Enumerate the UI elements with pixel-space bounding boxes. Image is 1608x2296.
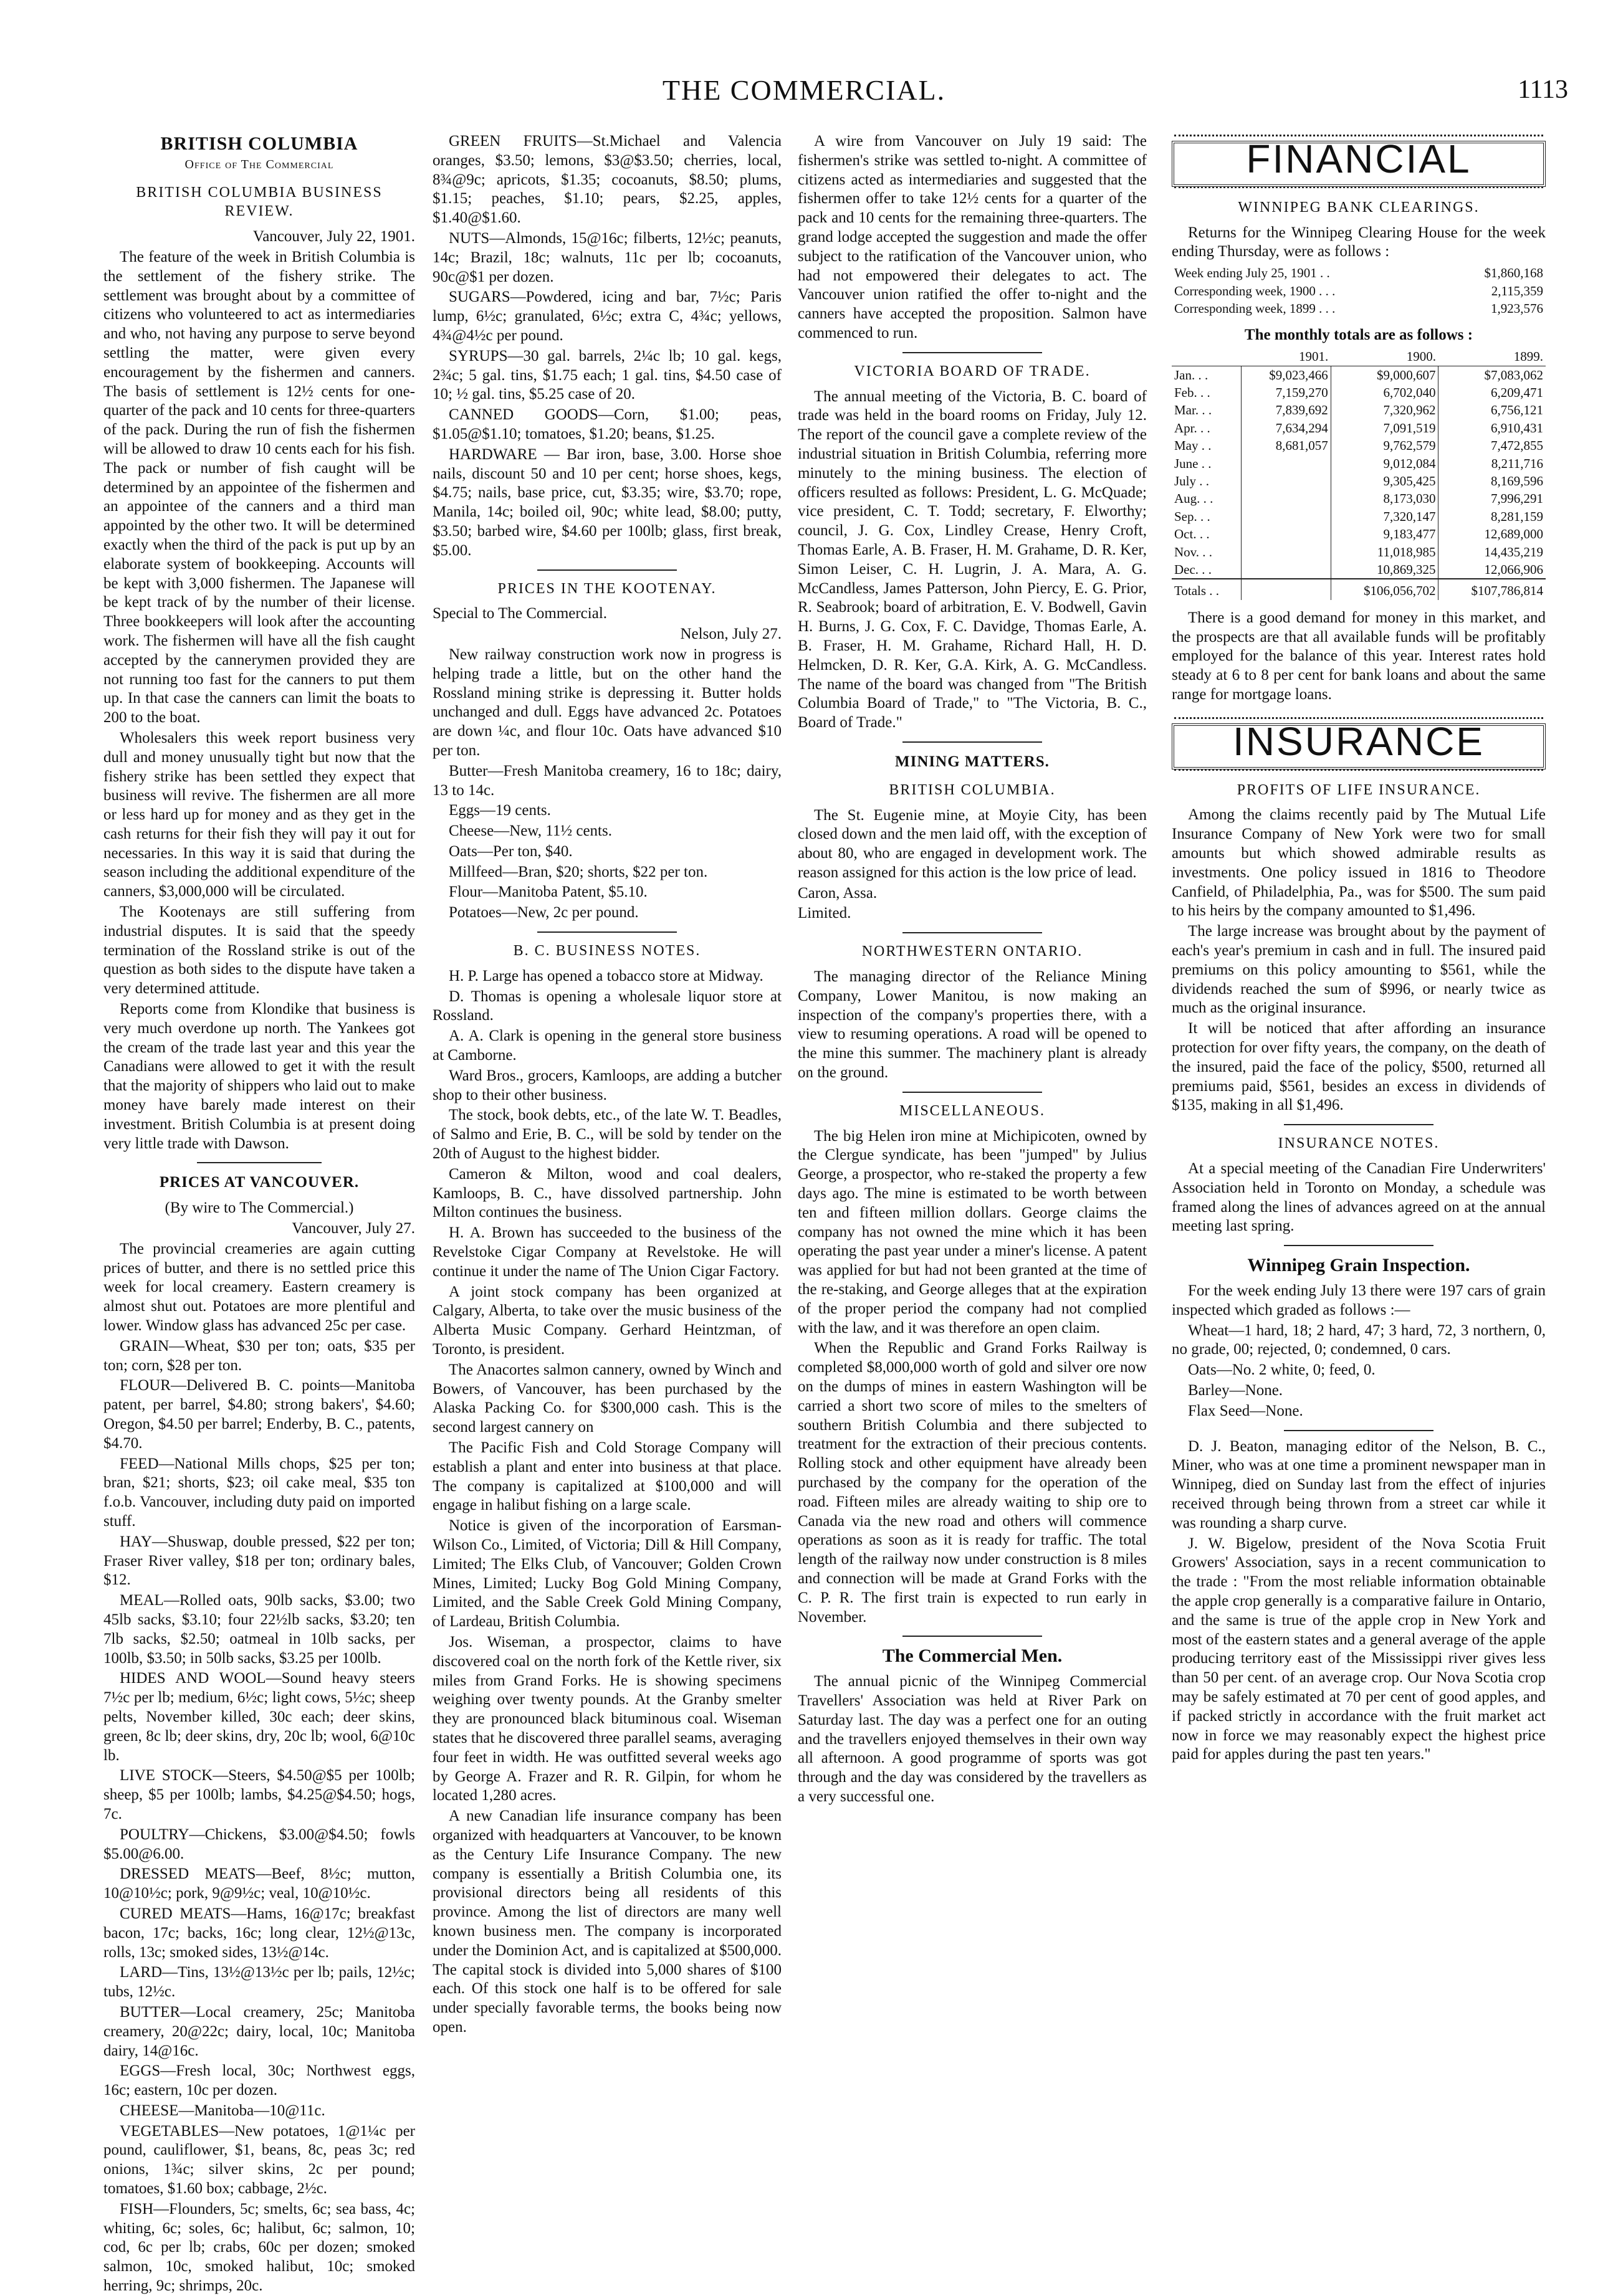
table-cell: $107,786,814 xyxy=(1438,579,1546,599)
table-cell: 7,996,291 xyxy=(1438,490,1546,507)
table-row xyxy=(1172,401,1546,419)
paragraph: Among the claims recently paid by The Mutual Life Insurance Company of New York were two for small amounts but which showed admirable results as investments. One policy issued in 1816 to Theodore Canfield, of Philadelphia, Pa., was for $500. The sum paid to his heirs by the company amounted to $1,496. xyxy=(1172,806,1546,920)
paragraph: A. A. Clark is opening in the general store business at Camborne. xyxy=(433,1027,782,1064)
table-cell: 10,869,325 xyxy=(1331,561,1438,579)
table-cell: Corresponding week, 1899 . . . xyxy=(1174,301,1336,316)
insurance-banner xyxy=(1172,718,1546,769)
paragraph: The provincial creameries are again cutting prices of butter, and there is no settled price this week for local creamery. Eastern creamery is almost shut out. Potatoes are more plentiful and lower. Window glass has advanced 25c per case. xyxy=(103,1240,415,1335)
table-cell: 8,281,159 xyxy=(1438,508,1546,525)
price-item: NUTS—Almonds, 15@16c; filberts, 12½c; peanuts, 14c; Brazil, 18c; walnuts, 11c per lb; cocoanuts, 90c@$1 per dozen. xyxy=(433,229,782,285)
price-item: POULTRY—Chickens, $3.00@$4.50; fowls $5.00@6.00. xyxy=(103,1826,415,1862)
dateline: Nelson, July 27. xyxy=(680,626,782,643)
table-row xyxy=(1172,282,1546,300)
divider xyxy=(902,1636,1042,1637)
subsection-heading-british-columbia: BRITISH COLUMBIA. xyxy=(889,781,1056,798)
table-cell: 9,762,579 xyxy=(1331,437,1438,454)
paragraph: Jos. Wiseman, a prospector, claims to have discovered coal on the north fork of the Kettle river, six miles from Grand Forks. He is showing specimens weighing over twenty pounds. At the Granby smelter they are pronounced black bituminous coal. Wiseman states that he discovered three parallel seams, averaging four feet in width. He was outfitted several weeks ago by George A. Frazer and R. R. Gilpin, for whom he located 1,280 acres. xyxy=(433,1633,782,1804)
table-caption: The monthly totals are as follows : xyxy=(1244,326,1473,344)
price-item: Potatoes—New, 2c per pound. xyxy=(449,904,639,922)
byline: (By wire to The Commercial.) xyxy=(165,1199,354,1217)
article-title-prices-vancouver: PRICES AT VANCOUVER. xyxy=(159,1174,360,1191)
paragraph: H. A. Brown has succeeded to the business of the Revelstoke Cigar Company at Revelstoke. He will continue it under the name of The Union Cigar Factory. xyxy=(433,1224,782,1280)
paragraph: The stock, book debts, etc., of the late W. T. Beadles, of Salmo and Erie, B. C., will be sold by tender on the 20th of August to the highest bidder. xyxy=(433,1107,782,1163)
table-row xyxy=(1172,543,1546,561)
paragraph: The managing director of the Reliance Mining Company, Lower Manitou, is now making an inspection of the company's properties there, with a view to resuming operations. A road will be opened to the mine this summer. The machinery plant is already on the ground. xyxy=(798,968,1147,1082)
paragraph: A wire from Vancouver on July 19 said: The fishermen's strike was settled to-night. A committee of citizens acted as intermediaries and suggested that the fishermen offer to take 12½ cents for a quarter of the pack and 10 cents for the remaining three-quarters. The grand lodge accepted the suggestion and made the offer subject to the ratification of the Vancouver union, who had not empowered their delegates to act. The Vancouver union ratified the offer to-night and the canners have accepted the proposition. Salmon have commenced to run. xyxy=(798,133,1147,341)
table-cell: 14,435,219 xyxy=(1438,543,1546,561)
dateline: Vancouver, July 22, 1901. xyxy=(252,228,415,245)
table-row xyxy=(1172,264,1546,282)
table-row xyxy=(1172,508,1546,525)
table-cell: Totals . . xyxy=(1172,579,1242,599)
price-item: VEGETABLES—New potatoes, 1@1¼c per pound, cauliflower, $1, beans, 8c, peas 3c; red onions, 1¾c; silver skins, 2c per pound; tomatoes, $1.60 box; cabbage, 2½c. xyxy=(103,2122,415,2198)
price-item: CURED MEATS—Hams, 16@17c; breakfast bacon, 17c; backs, 16c; long clear, 12½@13c, rolls, 13c; smoked sides, 13½@14c. xyxy=(103,1905,415,1961)
price-item: EGGS—Fresh local, 30c; Northwest eggs, 16c; eastern, 10c per dozen. xyxy=(103,2062,415,2099)
paragraph: D. J. Beaton, managing editor of the Nelson, B. C., Miner, who was at one time a prominent newspaper man in Winnipeg, died on Sunday last from the effect of injuries received through being thrown from a street car while it was rounding a sharp curve. xyxy=(1172,1437,1546,1531)
price-item: LIVE STOCK—Steers, $4.50@$5 per 100lb; sheep, $5 per 100lb; lambs, $4.25@$4.50; hogs, 7c. xyxy=(103,1767,415,1822)
table-cell: $1,860,168 xyxy=(1484,265,1543,281)
paragraph: Reports come from Klondike that business is very much overdone up north. The Yankees got the cream of the trade last year and this year the Canadians were allowed to get it with the result that the majority of shippers who laid out to make money have barely made interest on their investment. British Columbia is at present doing very little trade with Dawson. xyxy=(103,1001,415,1152)
paragraph: The annual meeting of the Victoria, B. C. board of trade was held in the board rooms on Friday, July 12. The report of the council gave a complete review of the industrial situation in British Columbia, referring more minutely to the mining business. The election of officers resulted as follows: President, L. G. McQuade; vice president, C. T. Todd; secretary, F. Elworthy; council, J. G. Cox, Lindley Crease, Henry Croft, Thomas Earle, A. B. Fraser, H. M. Grahame, D. R. Ker, Simon Leiser, C. H. Lugrin, J. A. Mara, A. G. McCandless, James Patterson, John Piercy, E. G. Prior, R. Seabrook; board of arbitration, E. V. Bodwell, Gavin H. Burns, J. G. Cox, F. C. Davidge, Thomas Earle, A. B. Fraser, H. M. Grahame, Richard Hall, H. D. Helmcken, D. R. Ker, G.A. Kirk, A. G. McCandless. The name of the board was changed from "The British Columbia Board of Trade," to "The Victoria, B. C., Board of Trade." xyxy=(798,388,1147,731)
column-2 xyxy=(433,132,782,2163)
article-title-bank-clearings: WINNIPEG BANK CLEARINGS. xyxy=(1238,199,1480,216)
price-item: LARD—Tins, 13½@13½c per lb; pails, 12½c; tubs, 12½c. xyxy=(103,1964,415,2001)
table-cell: Nov. . . xyxy=(1174,544,1213,560)
price-item: SUGARS—Powdered, icing and bar, 7½c; Paris lump, 6½c; granulated, 6½c; extra C, 4¾c; yellows, 4¾@4½c per pound. xyxy=(433,288,782,344)
insurance-title: INSURANCE xyxy=(1233,718,1485,764)
paragraph: The feature of the week in British Columbia is the settlement of the fishery strike. The settlement was brought about by a committee of citizens who volunteered to act as intermediaries and who, not having any purpose to serve beyond settling the matter, were given every encouragement by the fishermen and canners. The basis of settlement is 12½ cents for one-quarter of the pack and 10 cents for three-quarters of the pack. During the run of fish the fishermen will be allowed to draw 10 cents each for his fish. The pack or number of fish caught will be determined by an appointee of the fishermen and an appointee of the canners and a third man appointed by the other two. It will be determined exactly when the third of the pack is put up by an elaborate system of bookkeeping. Accounts will be kept with 3,000 fishermen. The Japanese will be kept track of by the number of their license. Three bookkeepers will look after the accounting work. The fishermen will have all the fish caught accepted by the cannerymen provided they are not running too fast for the canners to put them up. In that case the canners can limit the boats to 200 to the boat. xyxy=(103,248,415,726)
table-cell: 7,159,270 xyxy=(1242,384,1331,401)
paragraph: A joint stock company has been organized at Calgary, Alberta, to take over the music business of the Alberta Music Company. Gerhard Heintzman, of Toronto, is president. xyxy=(433,1283,782,1358)
paragraph: A new Canadian life insurance company has been organized with headquarters at Vancouver, to be known as the Century Life Insurance Company. The new company is essentially a British Columbia one, its provisional directors being all residents of this province. Among the list of directors are many well known business men. The company is incorporated under the Dominion Act, and is capitalized at $500,000. The capital stock is divided into 5,000 shares of $100 each. Of this stock one half is to be offered for sale under specially favorable terms, the books being now open. xyxy=(433,1808,782,2036)
divider xyxy=(902,741,1042,743)
price-item: Oats—Per ton, $40. xyxy=(449,842,573,860)
dateline: Vancouver, July 27. xyxy=(292,1220,415,1237)
financial-banner xyxy=(1172,136,1546,187)
table-cell: 9,012,084 xyxy=(1331,455,1438,472)
price-item: Butter—Fresh Manitoba creamery, 16 to 18c; dairy, 13 to 14c. xyxy=(433,762,782,799)
paragraph: J. W. Bigelow, president of the Nova Scotia Fruit Growers' Association, says in a recent communication to the trade : "From the most reliable information obtainable the apple crop generally is a comparative failure in Ontario, and the same is true of the apple crop in New York and most of the eastern states and a general average of the apple producing territory east of the Mississippi river gives less than 50 per cent. of an average crop. Our Nova Scotia crop may be safely estimated at 70 per cent of good apples, and if packed strictly in accordance with the fruit market act now in force we may reasonably expect the highest price paid for apples during the past ten years." xyxy=(1172,1535,1546,1763)
paragraph: The Anacortes salmon cannery, owned by Winch and Bowers, of Vancouver, has been purchased by the Alaska Packing Co. for $300,000 cash. This is the second largest cannery on xyxy=(433,1361,782,1436)
table-cell: 7,634,294 xyxy=(1242,419,1331,437)
page-number: 1113 xyxy=(1518,75,1568,104)
article-title-bc-business-notes: B. C. BUSINESS NOTES. xyxy=(513,943,701,960)
byline: Special to The Commercial. xyxy=(433,605,608,622)
table-cell: 6,756,121 xyxy=(1438,401,1546,419)
paragraph: The Kootenays are still suffering from industrial disputes. It is said that the speedy termination of the Rossland strike is out of the question as both sides to the dispute have taken a very determined attitude. xyxy=(103,903,415,998)
paragraph: Notice is given of the incorporation of Earsman-Wilson Co., Limited, of Victoria; Dill & Hill Company, Limited; The Elks Club, of Vancouver; Golden Crown Mines, Limited; Lucky Bog Gold Mining Company, Limited, and the Sable Creek Gold Mining Company, of Lardeau, British Columbia. xyxy=(433,1517,782,1631)
table-cell: Aug. . . xyxy=(1174,491,1213,507)
table-cell: 7,839,692 xyxy=(1242,401,1331,419)
table-cell: 2,115,359 xyxy=(1491,283,1543,298)
paragraph: For the week ending July 13 there were 197 cars of grain inspected which graded as follows :— xyxy=(1172,1282,1546,1318)
paragraph: The Pacific Fish and Cold Storage Company will establish a plant and enter into business at that place. The company is capitalized at $100,000 and will engage in halibut fishing on a large scale. xyxy=(433,1439,782,1514)
table-cell: 6,702,040 xyxy=(1331,384,1438,401)
table-cell: Apr. . . xyxy=(1174,420,1210,436)
table-cell: Mar. . . xyxy=(1174,403,1212,418)
table-cell: 6,209,471 xyxy=(1438,384,1546,401)
signature: Caron, Assa. xyxy=(798,884,878,902)
price-item: Cheese—New, 11½ cents. xyxy=(449,822,612,840)
article-title-insurance-notes: INSURANCE NOTES. xyxy=(1278,1135,1440,1152)
table-cell: 8,173,030 xyxy=(1331,490,1438,507)
table-row xyxy=(1172,472,1546,490)
divider xyxy=(537,569,677,571)
table-cell: $106,056,702 xyxy=(1331,579,1438,599)
table-cell: 9,183,477 xyxy=(1331,525,1438,543)
table-cell xyxy=(1242,455,1331,472)
paragraph: It will be noticed that after affording an insurance protection for over fifty years, the company, on the death of the insured, paid the face of the policy, $500, returned all premiums paid, $561, besides an excess in dividends of $135, making in all $1,496. xyxy=(1172,1020,1546,1114)
paragraph: When the Republic and Grand Forks Railway is completed $8,000,000 worth of gold and silver ore now on the dumps of mines in eastern Washington will be carried a short two score of miles to the smelters of southern British Columbia and there subjected to treatment for the extraction of their precious contents. Rolling stock and other equipment have already been purchased by the company for the operation of the road. Fifteen miles are already waiting to ship ore to Canada via the new road and others will commence operations as soon as it is ready for traffic. The total length of the railway now under construction is 8 miles and connection will be made at Grand Forks with the C. P. R. The first train is expected to run early in November. xyxy=(798,1340,1147,1626)
table-row xyxy=(1172,300,1546,317)
column-header xyxy=(1172,348,1242,366)
column-header: 1900. xyxy=(1331,348,1438,366)
table-cell xyxy=(1242,508,1331,525)
table-row xyxy=(1172,384,1546,401)
divider xyxy=(537,931,677,933)
table-cell: 7,320,962 xyxy=(1331,401,1438,419)
divider xyxy=(1284,1430,1433,1431)
price-item: GREEN FRUITS—St.Michael and Valencia oranges, $3.50; lemons, $3@$3.50; cherries, local, 8¾@9c; apricots, $1.35; cocoanuts, $8.50; plums, $1.15; peaches, $1.10; pears, $2.25, apples, $1.40@$1.60. xyxy=(433,133,782,227)
table-cell: Feb. . . xyxy=(1174,385,1210,401)
table-row xyxy=(1172,366,1546,384)
table-cell: Week ending July 25, 1901 . . xyxy=(1174,265,1330,281)
paragraph: Ward Bros., grocers, Kamloops, are adding a butcher shop to their other business. xyxy=(433,1067,782,1103)
price-item: DRESSED MEATS—Beef, 8½c; mutton, 10@10½c; pork, 9@9½c; veal, 10@10½c. xyxy=(103,1865,415,1902)
article-title-commercial-men: The Commercial Men. xyxy=(882,1646,1063,1667)
paragraph: New railway construction work now in progress is helping trade a little, but on the other hand the Rossland mining strike is depressing it. Butter holds unchanged and dull. Eggs have advanced 2c. Potatoes are down ¼c, and flour 10c. Oats have advanced $10 per ton. xyxy=(433,645,782,759)
table-cell: 7,091,519 xyxy=(1331,419,1438,437)
paragraph: The big Helen iron mine at Michipicoten, owned by the Clergue syndicate, has been "jumped" by Julius George, a prospector, who re-staked the property a few days ago. The mine is estimated to be worth between ten and fifteen million dollars. George claims the company has not owned the mine which it has been operating the past year under a miner's license. A patent was applied for but had not been granted at the time of the re-staking, and George alleges that at the expiration of the proper period the company had not complied with the law, and it was therefore an open claim. xyxy=(798,1127,1147,1336)
table-cell xyxy=(1242,561,1331,579)
grain-item: Barley—None. xyxy=(1188,1381,1283,1399)
table-cell: Dec. . . xyxy=(1174,562,1212,578)
paragraph: Cameron & Milton, wood and coal dealers, Kamloops, B. C., have dissolved partnership. John Milton continues the business. xyxy=(433,1165,782,1221)
subsection-heading-northwestern-ontario: NORTHWESTERN ONTARIO. xyxy=(861,943,1083,960)
table-cell: 8,681,057 xyxy=(1242,437,1331,454)
price-item: HIDES AND WOOL—Sound heavy steers 7½c per lb; medium, 6½c; light cows, 5½c; sheep pelts, November killed, 30c each; deer skins, green, 8c lb; deer skins, dry, 20c lb; wool, 6@10c lb. xyxy=(103,1670,415,1764)
column-4 xyxy=(1172,132,1546,2163)
table-cell: Jan. . . xyxy=(1174,367,1208,383)
paragraph: The St. Eugenie mine, at Moyie City, has been closed down and the men laid off, with the exception of about 80, who are engaged in development work. The reason assigned for this action is the low price of lead. xyxy=(798,806,1147,881)
table-cell: 12,689,000 xyxy=(1438,525,1546,543)
table-cell: $9,023,466 xyxy=(1242,366,1331,384)
weekly-clearings-table xyxy=(1172,264,1546,317)
table-cell: 8,169,596 xyxy=(1438,472,1546,490)
table-row xyxy=(1172,437,1546,454)
price-item: HAY—Shuswap, double pressed, $22 per ton; Fraser River valley, $18 per ton; ordinary bales, $12. xyxy=(103,1533,415,1589)
masthead xyxy=(0,74,1608,117)
table-header-row xyxy=(1172,348,1546,366)
table-row xyxy=(1172,525,1546,543)
section-subheading: Office of The Commercial xyxy=(184,157,334,171)
price-item: Millfeed—Bran, $20; shorts, $22 per ton. xyxy=(449,863,708,880)
table-cell: 11,018,985 xyxy=(1331,543,1438,561)
table-row xyxy=(1172,490,1546,507)
table-cell: 8,211,716 xyxy=(1438,455,1546,472)
price-item: CHEESE—Manitoba—10@11c. xyxy=(120,2102,325,2119)
table-cell: 6,910,431 xyxy=(1438,419,1546,437)
price-item: Flour—Manitoba Patent, $5.10. xyxy=(449,884,648,901)
article-title-profits-life-insurance: PROFITS OF LIFE INSURANCE. xyxy=(1237,781,1481,798)
table-cell xyxy=(1242,579,1331,599)
price-item: BUTTER—Local creamery, 25c; Manitoba creamery, 20@22c; dairy, local, 10c; Manitoba dairy, 14@16c. xyxy=(103,2003,415,2059)
table-cell: 9,305,425 xyxy=(1331,472,1438,490)
table-cell xyxy=(1242,543,1331,561)
table-cell xyxy=(1242,525,1331,543)
column-3 xyxy=(798,132,1147,2163)
article-title-grain-inspection: Winnipeg Grain Inspection. xyxy=(1247,1255,1470,1276)
column-1 xyxy=(103,132,415,2295)
table-cell xyxy=(1242,490,1331,507)
divider xyxy=(1284,1124,1433,1125)
grain-item: Flax Seed—None. xyxy=(1188,1402,1303,1419)
column-header: 1901. xyxy=(1242,348,1331,366)
financial-title: FINANCIAL xyxy=(1246,136,1472,181)
divider xyxy=(197,1162,322,1163)
paragraph: The large increase was brought about by the payment of each's year's premium in cash and in full. The insured paid premiums on this policy amounting to $561, while the dividends reached the sum of $996, or nearly twice as much as the original insurance. xyxy=(1172,923,1546,1017)
table-cell: 7,320,147 xyxy=(1331,508,1438,525)
price-item: FLOUR—Delivered B. C. points—Manitoba patent, per barrel, $4.80; strong bakers', $4.60; Oregon, $4.50 per barrel; Enderby, B. C., patents, $4.70. xyxy=(103,1377,415,1452)
table-cell: Corresponding week, 1900 . . . xyxy=(1174,283,1336,298)
grain-item: Wheat—1 hard, 18; 2 hard, 47; 3 hard, 72, 3 northern, 0, no grade, 00; rejected, 0; condemned, 0 cars. xyxy=(1172,1322,1546,1358)
article-title-business-review: BRITISH COLUMBIA BUSINESS REVIEW. xyxy=(136,184,383,220)
newspaper-title: THE COMMERCIAL. xyxy=(662,74,946,106)
table-cell: Sep. . . xyxy=(1174,508,1210,524)
price-item: GRAIN—Wheat, $30 per ton; oats, $35 per ton; corn, $28 per ton. xyxy=(103,1337,415,1374)
table-cell: May . . xyxy=(1174,438,1212,454)
table-cell: 7,472,855 xyxy=(1438,437,1546,454)
table-cell: Oct. . . xyxy=(1174,526,1210,542)
price-item: MEAL—Rolled oats, 90lb sacks, $3.00; two 45lb sacks, $3.10; four 22½lb sacks, $3.20; ten 7lb sacks, $2.50; oatmeal in 10lb sacks, per 100lb, $3.50; in 50lb sacks, $3.25 per 100lb. xyxy=(103,1592,415,1667)
column-header: 1899. xyxy=(1438,348,1546,366)
table-cell: 1,923,576 xyxy=(1491,301,1543,316)
table-cell xyxy=(1242,472,1331,490)
table-row xyxy=(1172,419,1546,437)
paragraph: H. P. Large has opened a tobacco store at Midway. xyxy=(449,967,763,984)
paragraph: The annual picnic of the Winnipeg Commercial Travellers' Association was held at River Park on Saturday last. The day was a perfect one for an outing and the travellers enjoyed themselves in their own way all afternoon. A good programme of sports was got through and the day was considered by the travellers as a very successful one. xyxy=(798,1673,1147,1805)
paragraph: D. Thomas is opening a wholesale liquor store at Rossland. xyxy=(433,988,782,1024)
monthly-clearings-table xyxy=(1172,348,1546,600)
table-cell: July . . xyxy=(1174,474,1210,489)
grain-item: Oats—No. 2 white, 0; feed, 0. xyxy=(1188,1361,1376,1379)
table-total-row xyxy=(1172,579,1546,599)
divider xyxy=(1284,1245,1433,1246)
price-item: HARDWARE — Bar iron, base, 3.00. Horse shoe nails, discount 50 and 10 per cent; horse shoes, kegs, $4.75; nails, base price, cut, $3.35; wire, $3.70; rope, Manila, 14c; boiled oil, 90c; white lead, $8.00; putty, $3.50; barbed wire, $4.60 per 100lb; glass, first break, $5.00. xyxy=(433,445,782,559)
subsection-heading-miscellaneous: MISCELLANEOUS. xyxy=(899,1102,1045,1119)
section-heading-mining-matters: MINING MATTERS. xyxy=(895,753,1050,770)
table-cell: 12,066,906 xyxy=(1438,561,1546,579)
paragraph: At a special meeting of the Canadian Fire Underwriters' Association held in Toronto on Monday, a schedule was framed along the lines of advances agreed on at the annual meeting last spring. xyxy=(1172,1160,1546,1235)
article-title-victoria-board: VICTORIA BOARD OF TRADE. xyxy=(854,363,1091,379)
section-heading-british-columbia: BRITISH COLUMBIA xyxy=(160,133,358,154)
price-item: CANNED GOODS—Corn, $1.00; peas, $1.05@$1.10; tomatoes, $1.20; beans, $1.25. xyxy=(433,406,782,442)
paragraph: There is a good demand for money in this market, and the prospects are that all available funds will be profitably employed for the balance of this year. Interest rates hold steady at 6 to 8 per cent for bank loans and about the same range for mortgage loans. xyxy=(1172,609,1546,703)
price-item: SYRUPS—30 gal. barrels, 2¼c lb; 10 gal. kegs, 2¾c; 5 gal. tins, $1.75 each; 1 gal. tins, $4.50 case of 10; ½ gal. tins, $5.25 case of 20. xyxy=(433,347,782,403)
price-item: FEED—National Mills chops, $25 per ton; bran, $21; shorts, $23; oil cake meal, $35 ton f.o.b. Vancouver, including duty paid on imported stuff. xyxy=(103,1455,415,1530)
table-body xyxy=(1172,366,1546,600)
table-row xyxy=(1172,561,1546,579)
table-cell: June . . xyxy=(1174,455,1212,471)
paragraph: Wholesalers this week report business very dull and money unusually tight but now that the fishery strike has been settled they expect that business will revive. The fishermen are all more or less hard up for money and as they get in the cash returns for their fish they will pay it out for necessaries. In this way it is said that during the season including the additional expenditure of the canners, $3,000,000 will be circulated. xyxy=(103,729,415,900)
divider xyxy=(902,932,1042,933)
price-item: FISH—Flounders, 5c; smelts, 6c; sea bass, 4c; whiting, 6c; soles, 6c; halibut, 6c; salmon, 10; cod, 6c per lb; crabs, 60c per dozen; smoked salmon, 10c, smoked halibut, 10c; smoked herring, 9c; shrimps, 20c. xyxy=(103,2200,415,2295)
divider xyxy=(902,352,1042,353)
table-cell: $7,083,062 xyxy=(1438,366,1546,384)
table-cell: $9,000,607 xyxy=(1331,366,1438,384)
table-row xyxy=(1172,455,1546,472)
article-title-prices-kootenay: PRICES IN THE KOOTENAY. xyxy=(497,580,717,597)
divider xyxy=(902,1092,1042,1093)
paragraph: Returns for the Winnipeg Clearing House for the week ending Thursday, were as follows : xyxy=(1172,224,1546,260)
price-item: Eggs—19 cents. xyxy=(449,802,551,819)
signature: Limited. xyxy=(798,905,851,922)
